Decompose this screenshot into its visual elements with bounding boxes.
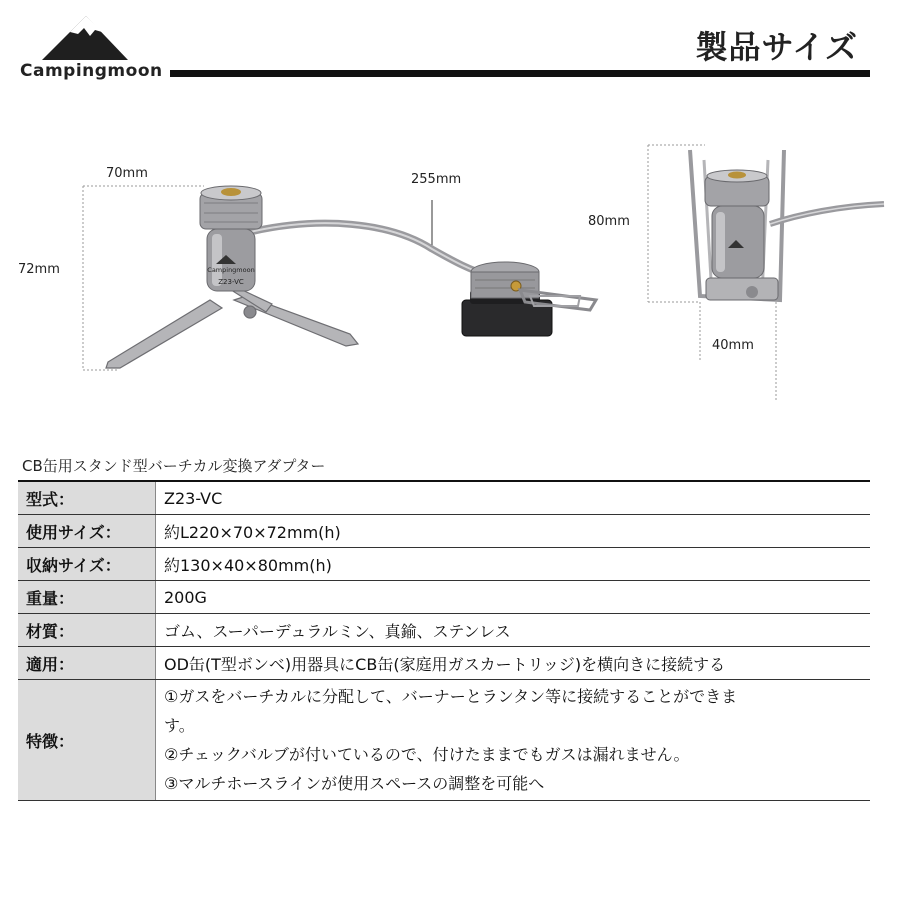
spec-label: 材質： (18, 614, 156, 647)
product-illustration (0, 110, 900, 440)
spec-value: 200G (156, 581, 871, 614)
product-photos (0, 110, 900, 440)
folded-unit (690, 150, 884, 300)
brand-logo-text: Campingmoon (20, 61, 163, 81)
spec-value: 約L220×70×72mm(h) (156, 515, 871, 548)
spec-value: ゴム、スーパーデュラルミン、真鍮、ステンレス (156, 614, 871, 647)
spec-label: 収納サイズ： (18, 548, 156, 581)
spec-row-material (18, 614, 870, 647)
page-title: 製品サイズ (695, 28, 858, 66)
spec-row-features (18, 680, 870, 801)
spec-table (18, 480, 870, 801)
spec-row-application (18, 647, 870, 680)
unit-model-marking: Z23-VC (218, 278, 244, 286)
spec-label: 重量： (18, 581, 156, 614)
header-rule (170, 70, 870, 77)
spec-row-weight (18, 581, 870, 614)
unit-brand-marking: Campingmoon (207, 266, 255, 274)
feature-line: す。 (164, 716, 195, 735)
header (0, 0, 900, 90)
dimension-width-label: 70mm (106, 166, 148, 181)
spec-label: 型式： (18, 481, 156, 515)
mountain-logo-icon (40, 14, 130, 62)
cb-connector (462, 262, 596, 336)
spec-value: Z23-VC (156, 481, 871, 515)
feature-line: ②チェックバルブが付いているので、付けたままでもガスは漏れません。 (164, 745, 690, 764)
spec-value: 約130×40×80mm(h) (156, 548, 871, 581)
dimension-folded-height-label: 80mm (588, 214, 630, 229)
tripod-stand (106, 288, 358, 368)
feature-line: ③マルチホースラインが使用スペースの調整を可能へ (164, 774, 545, 793)
spec-label: 特徴： (18, 680, 156, 801)
dimension-height-label: 72mm (18, 262, 60, 277)
dimension-hose-label: 255mm (411, 172, 462, 187)
spec-label: 使用サイズ： (18, 515, 156, 548)
feature-line: ①ガスをバーチカルに分配して、バーナーとランタン等に接続することができま (164, 687, 738, 706)
adapter-body-left (200, 186, 262, 291)
spec-value-features (156, 680, 871, 801)
spec-value: OD缶(T型ボンベ)用器具にCB缶(家庭用ガスカートリッジ)を横向きに接続する (156, 647, 871, 680)
spec-row-model (18, 481, 870, 515)
spec-row-size (18, 515, 870, 548)
spec-label: 適用： (18, 647, 156, 680)
product-subtitle: CB缶用スタンド型バーチカル変換アダプター (22, 457, 326, 475)
spec-row-storage-size (18, 548, 870, 581)
dimension-folded-width-label: 40mm (712, 338, 754, 353)
